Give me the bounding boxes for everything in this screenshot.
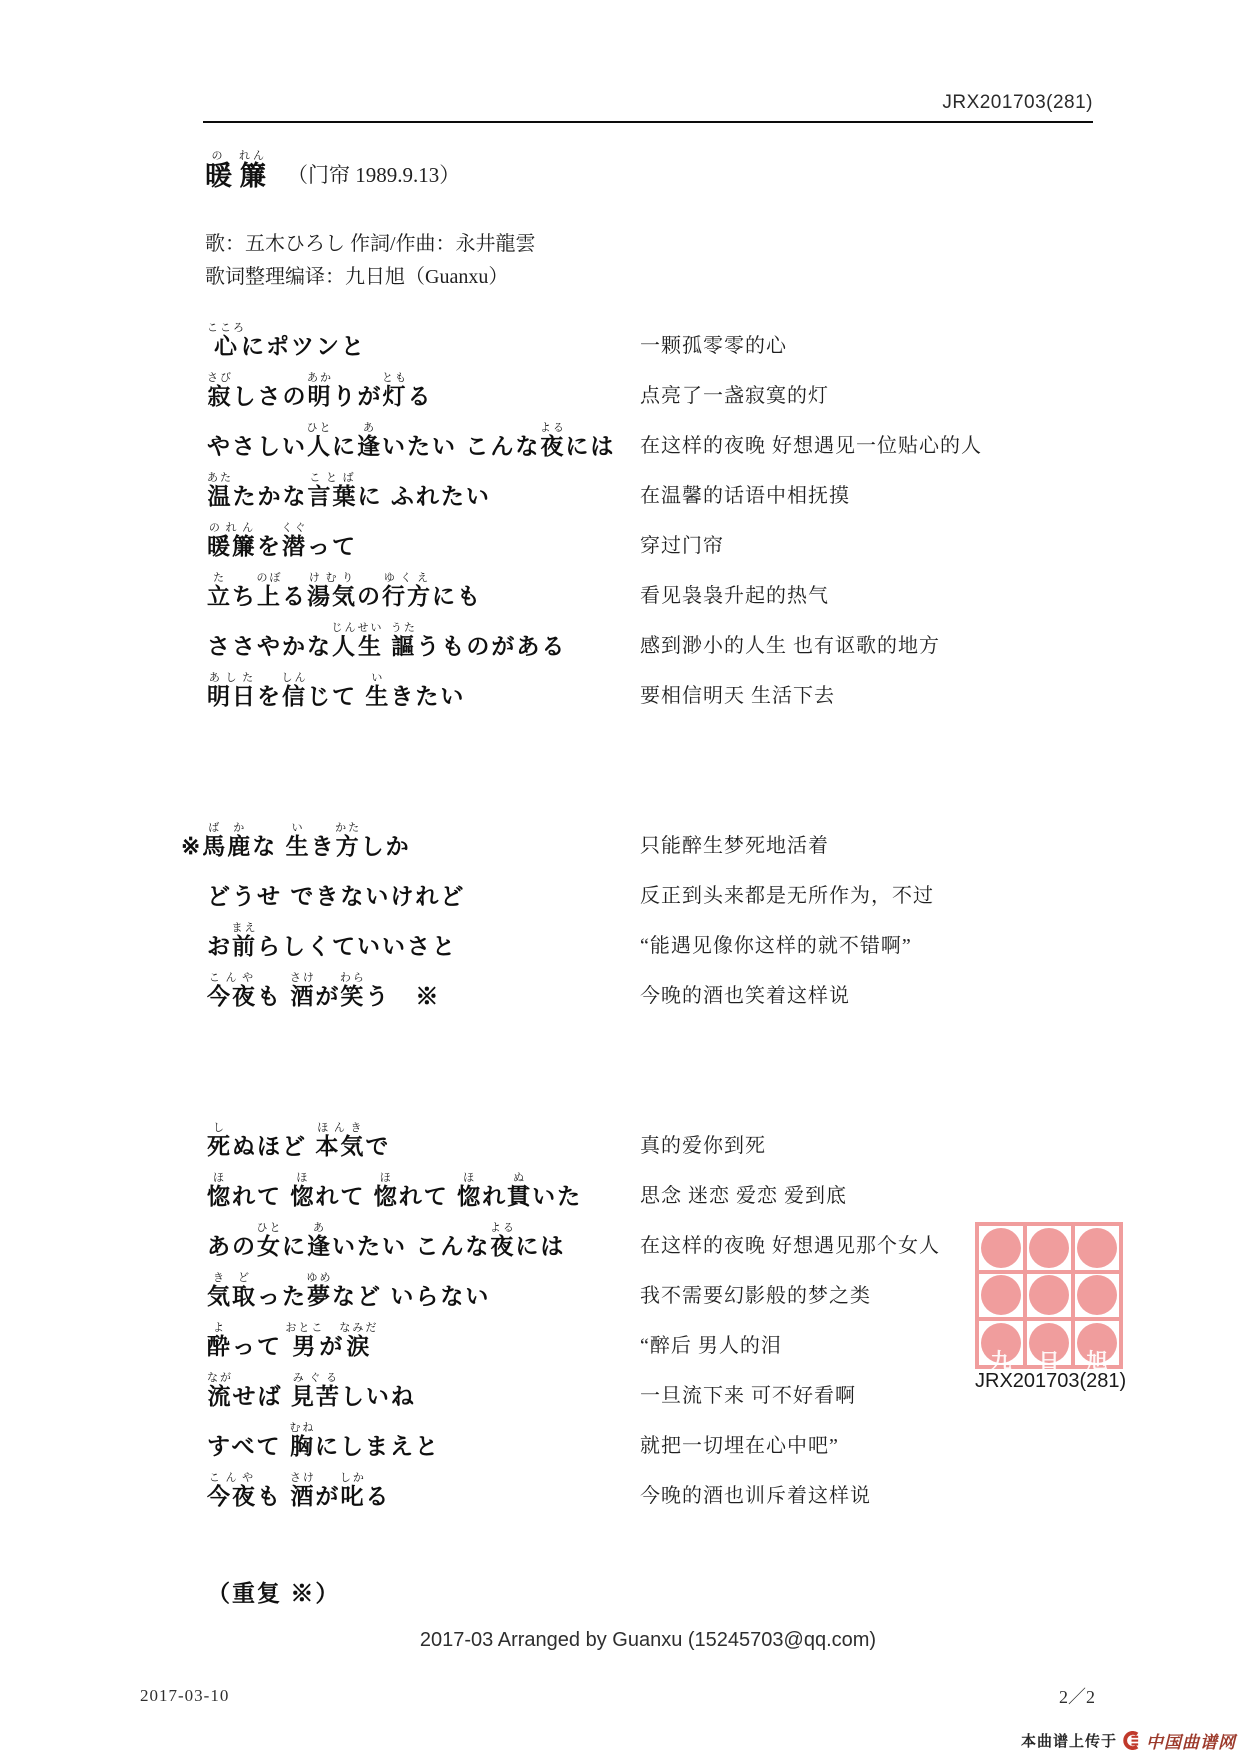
lyric-chinese-translation: 在温馨的话语中相抚摸 [640,485,850,507]
ruby-word: 涙なみだ [339,1321,379,1359]
ruby-word: 人ひと [306,421,333,459]
lyric-japanese: 明日あしたを信しんじて 生いきたい [207,671,466,709]
stamp-cell [1027,1226,1071,1270]
ruby-word: 笑わら [339,971,366,1009]
lyric-line [207,1408,1127,1458]
lyric-line [207,858,1127,908]
lyric-chinese-translation: “能遇见像你这样的就不错啊” [640,935,912,957]
stamp-char: 日 [1038,1350,1060,1373]
stamp-char: 旭 [1086,1350,1108,1373]
stamp-circle [1029,1275,1069,1315]
stamp-cell [979,1274,1023,1318]
lyric-chinese-translation: 要相信明天 生活下去 [640,685,835,707]
ruby-word: 流なが [207,1371,233,1409]
ruby-word: 胸むね [289,1421,316,1459]
lyric-chinese-translation: 在这样的夜晚 好想遇见那个女人 [640,1235,940,1257]
page-number: 2／2 [1059,1687,1095,1707]
lyric-japanese: 惚ほれて 惚ほれて 惚ほれて 惚ほれ貫ぬいた [207,1171,583,1209]
ruby-word: 謳うた [390,621,417,659]
ruby-word: 人生じんせい [331,621,384,659]
stamp-cell [1075,1274,1119,1318]
ruby-word: 寂さび [207,371,233,409]
ruby-word: 見苦みぐる [290,1371,341,1409]
ruby-word: 生い [285,821,311,859]
stanza [207,308,1127,708]
lyric-line [207,1158,1127,1208]
ruby-word: 温あた [207,471,233,509]
arranger-note: 2017-03 Arranged by Guanxu (15245703@qq.com) [419,1629,877,1651]
ruby-word: 貫ぬ [507,1171,533,1209]
lyric-japanese: 心こころにポツンと [207,321,366,359]
ruby-word: 惚ほ [373,1171,399,1209]
ruby-word: 暖の [205,150,232,191]
stamp-cell [1027,1274,1071,1318]
ruby-word: 逢あ [307,1221,332,1259]
ruby-word: 信しん [281,671,308,709]
lyric-japanese: すべて 胸むねにしまえと [207,1421,440,1459]
ruby-word: 酒さけ [289,971,316,1009]
ruby-word: 立た [207,571,232,609]
lyric-chinese-translation: 我不需要幻影般的梦之类 [640,1285,871,1307]
ruby-word: 今夜こんや [207,1471,257,1509]
lyric-japanese: 気取きどった夢ゆめなど いらない [207,1271,491,1309]
stamp-circle [981,1275,1021,1315]
ruby-word: 方かた [335,821,362,859]
lyric-japanese: 今夜こんやも 酒さけが笑わらう ※ [207,971,441,1009]
lyric-japanese: 寂さびしさの明あかりが灯ともる [207,371,433,409]
lyric-japanese: 死しぬほど 本気ほんきで [207,1121,391,1159]
lyric-chinese-translation: 穿过门帘 [640,535,724,557]
ruby-word: 惚ほ [207,1171,232,1209]
translator-line: 歌词整理编译：九日旭（Guanxu） [205,266,509,288]
credits-line: 歌：五木ひろし 作詞/作曲：永井龍雲 [205,233,536,255]
stamp-cell [1027,1321,1071,1373]
stamp-circle [1029,1228,1069,1268]
lyric-line [207,358,1127,408]
lyric-chinese-translation: 一颗孤零零的心 [640,335,787,357]
title-note: （门帘 1989.9.13） [287,163,461,188]
ruby-word: 叱しか [339,1471,366,1509]
ruby-word: 夜よる [539,421,566,459]
ruby-word: 前まえ [231,921,258,959]
ruby-word: 夜よる [489,1221,516,1259]
lyric-chinese-translation: 就把一切埋在心中吧” [640,1435,839,1457]
stamp-circle [1077,1228,1117,1268]
ruby-word: 今夜こんや [207,971,257,1009]
stamp-circle [981,1228,1021,1268]
ruby-word: 惚ほ [457,1171,483,1209]
lyric-chinese-translation: “醉后 男人的泪 [640,1335,782,1357]
lyric-japanese: どうせ できないけれど [207,882,466,909]
lyric-line [207,558,1127,608]
lyric-japanese: 流ながせば 見苦みぐるしいね [207,1371,416,1409]
ruby-word: 明あか [307,371,333,409]
song-title [205,150,267,190]
ruby-word: 死し [207,1121,232,1159]
lyric-line [207,908,1127,958]
footer-date: 2017-03-10 [140,1686,230,1705]
repeat-note: （重复 ※） [207,1580,341,1606]
ruby-word: 心こころ [207,321,246,359]
ruby-word: 上のぼ [256,571,283,609]
lyric-line [207,1458,1127,1508]
ruby-word: 潜くぐ [281,521,308,559]
lyric-japanese: 暖簾のれんを潜くぐって [207,521,357,559]
ruby-word: 暖簾のれん [207,521,257,559]
ruby-word: 湯気けむり [307,571,357,609]
lyric-japanese: あの女ひとに逢あいたい こんな夜よるには [207,1221,566,1259]
site-credit-strip [1021,1728,1236,1753]
lyric-line [207,608,1127,658]
lyric-chinese-translation: 一旦流下来 可不好看啊 [640,1385,856,1407]
stamp-char: 九 [990,1350,1012,1373]
site-logo-icon [1122,1731,1141,1750]
lyric-japanese: お前まえらしくていいさと [207,921,457,959]
lyric-japanese: ささやかな人生じんせい 謳うたうものがある [207,621,567,659]
ruby-word: 女ひと [256,1221,283,1259]
upload-note: 本曲谱上传于 [1020,1733,1117,1750]
header-rule [203,121,1093,123]
ruby-word: 本気ほんき [315,1121,366,1159]
ruby-word: 夢ゆめ [306,1271,333,1309]
lyric-chinese-translation: 在这样的夜晚 好想遇见一位贴心的人 [640,435,982,457]
lyric-chinese-translation: 只能醉生梦死地活着 [640,835,829,857]
ruby-word: 簾れん [239,150,268,191]
ruby-word: 酒さけ [289,1471,316,1509]
lyric-japanese: ※馬鹿ばかな 生いき方かたしか [181,821,411,859]
lyric-japanese: 今夜こんやも 酒さけが叱しかる [207,1471,391,1509]
stamp-cell [1075,1321,1119,1373]
ruby-word: 生い [365,671,391,709]
lyric-chinese-translation: 今晚的酒也训斥着这样说 [640,1485,871,1507]
lyrics-section [181,308,1127,1608]
lyric-chinese-translation: 感到渺小的人生 也有讴歌的地方 [640,635,940,657]
lyric-japanese: 立たち上のぼる湯気けむりの行方ゆくえにも [207,571,482,609]
ruby-word: 明日あした [207,671,257,709]
stamp-cell [979,1226,1023,1270]
lyric-chinese-translation: 思念 迷恋 爱恋 爱到底 [640,1185,847,1207]
ruby-word: 男おとこ [285,1321,325,1359]
lyric-line [181,808,1127,859]
ruby-word: 気取きど [207,1271,257,1309]
site-name: 中国曲谱网 [1146,1733,1236,1752]
ruby-word: 惚ほ [290,1171,316,1209]
lyric-line [207,308,1127,358]
lyric-chinese-translation: 看见袅袅升起的热气 [640,585,829,607]
stamp-caption: JRX201703(281) [975,1370,1127,1392]
ruby-word: 行方ゆくえ [382,571,432,609]
lyric-chinese-translation: 反正到头来都是无所作为，不过 [640,885,934,907]
seal-stamp [975,1222,1123,1373]
ruby-word: 灯とも [382,371,408,409]
title-block [205,150,460,190]
lyric-chinese-translation: 今晚的酒也笑着这样说 [640,985,850,1007]
stamp-circle [1077,1275,1117,1315]
lyric-japanese: やさしい人ひとに逢あいたい こんな夜よるには [207,421,616,459]
lyric-line [207,508,1127,558]
lyric-line [207,408,1127,458]
ruby-word: 馬鹿ばか [202,821,253,859]
lyric-line [207,1108,1127,1158]
stanza [181,808,1127,1009]
stamp-cell [1075,1226,1119,1270]
lyric-japanese: 温あたたかな言葉ことばに ふれたい [207,471,491,509]
lyric-line [207,458,1127,508]
lyric-chinese-translation: 真的爱你到死 [640,1135,766,1157]
lyric-line [207,658,1127,708]
ruby-word: 逢あ [357,421,382,459]
lyric-japanese: 酔よって 男おとこが涙なみだ [207,1321,379,1359]
lyric-chinese-translation: 点亮了一盏寂寞的灯 [640,385,829,407]
document-id: JRX201703(281) [942,92,1093,113]
lyric-line [207,958,1127,1008]
ruby-word: 言葉ことば [307,471,358,509]
stamp-cell [979,1321,1023,1373]
ruby-word: 酔よ [207,1321,232,1359]
